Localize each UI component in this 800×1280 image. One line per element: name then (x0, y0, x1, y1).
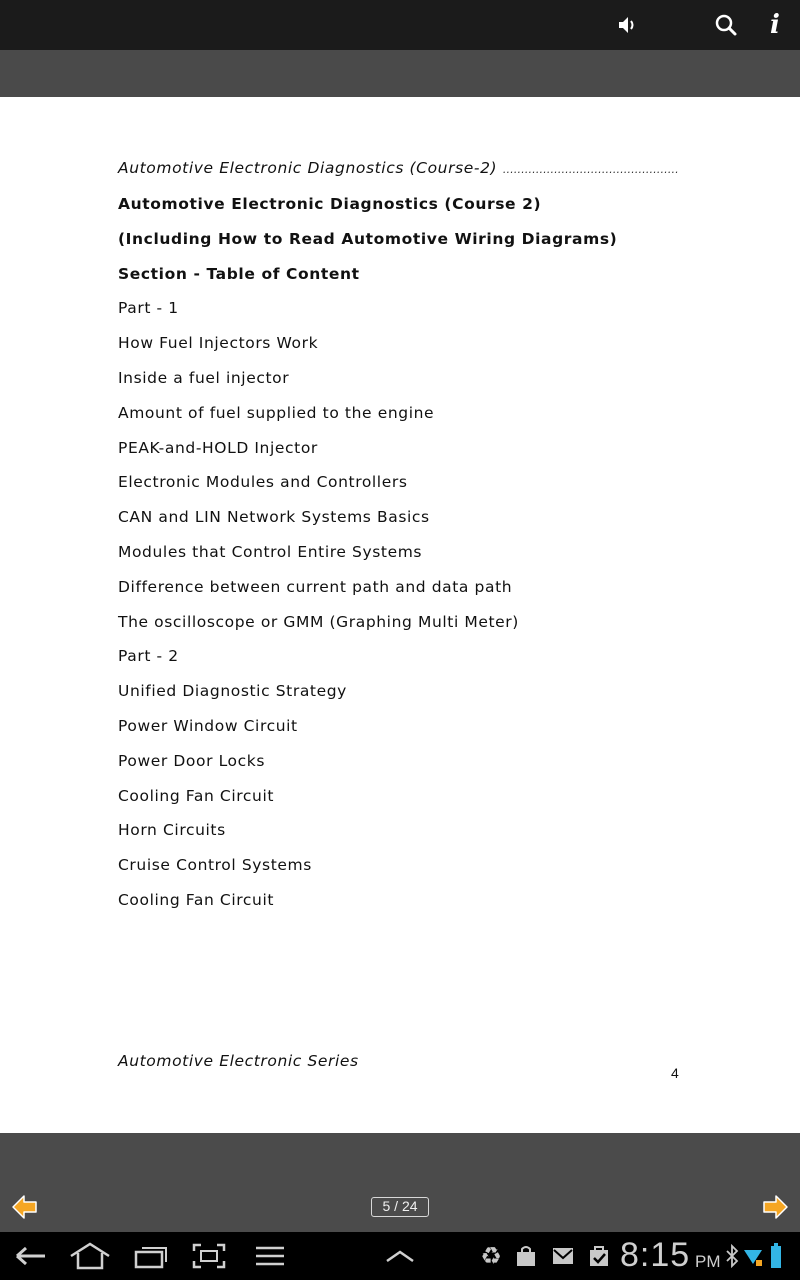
system-navigation-bar (0, 1232, 800, 1280)
task-status[interactable] (585, 1242, 613, 1270)
status-clock[interactable]: 8:15 (620, 1236, 691, 1274)
page-footer-series: Automotive Electronic Series (118, 1052, 359, 1070)
toc-item: Cooling Fan Circuit (118, 891, 275, 909)
arrow-left-icon (10, 1192, 40, 1222)
shopping-status[interactable] (512, 1242, 540, 1270)
toc-item: Modules that Control Entire Systems (118, 543, 423, 561)
search-icon (714, 13, 738, 37)
recycle-status[interactable] (477, 1242, 505, 1270)
toc-item: (Including How to Read Automotive Wiring Diagrams) (118, 229, 618, 248)
home-button[interactable] (66, 1238, 114, 1274)
toc-item: How Fuel Injectors Work (118, 334, 319, 353)
page-header-leader-dots: ………………………………………… (502, 163, 679, 176)
page-header (118, 159, 679, 177)
bluetooth-status (724, 1242, 740, 1270)
page-number: 4 (671, 1065, 679, 1081)
menu-button[interactable] (250, 1238, 290, 1274)
wifi-status (742, 1242, 764, 1270)
page-header-title: Automotive Electronic Diagnostics (Course-2) (118, 159, 498, 177)
next-page-button[interactable] (760, 1192, 790, 1222)
recent-apps-button[interactable] (130, 1238, 172, 1274)
toc-item: Inside a fuel injector (118, 369, 290, 387)
reader-bottom-bar (0, 1133, 800, 1232)
info-button[interactable] (757, 7, 793, 43)
reader-sub-toolbar (0, 50, 800, 97)
home-icon (68, 1242, 112, 1270)
wifi-icon (743, 1244, 763, 1268)
toc-item: PEAK-and-HOLD Injector (118, 438, 318, 457)
battery-status (768, 1242, 784, 1270)
search-button[interactable] (708, 7, 744, 43)
bluetooth-icon (725, 1244, 739, 1268)
previous-page-button[interactable] (10, 1192, 40, 1222)
gmail-status[interactable] (549, 1242, 577, 1270)
screenshot-button[interactable] (188, 1238, 230, 1274)
task-check-icon (587, 1244, 611, 1268)
toc-item: Section - Table of Content (118, 264, 360, 283)
page-indicator[interactable]: 5 / 24 (371, 1197, 429, 1217)
toc-item: CAN and LIN Network Systems Basics (118, 508, 430, 527)
toc-item: Part - 1 (118, 299, 179, 318)
gmail-icon (551, 1246, 575, 1266)
screenshot-icon (191, 1242, 227, 1270)
recycle-icon: ♻ (480, 1242, 502, 1270)
toc-item: Cruise Control Systems (118, 856, 312, 875)
info-icon: i (770, 10, 780, 40)
toc-item: Difference between current path and data path (118, 577, 513, 596)
menu-icon (254, 1245, 286, 1267)
toc-item: Power Window Circuit (118, 717, 298, 735)
toc-item: Amount of fuel supplied to the engine (118, 403, 435, 422)
battery-icon (770, 1243, 782, 1269)
back-button[interactable] (10, 1238, 52, 1274)
notification-expand-button[interactable] (380, 1238, 420, 1274)
toc-item: Cooling Fan Circuit (118, 786, 275, 805)
toc-item: Horn Circuits (118, 821, 226, 840)
toc-item: Unified Diagnostic Strategy (118, 682, 347, 701)
toc-item: Automotive Electronic Diagnostics (Course 2) (118, 195, 542, 213)
recent-apps-icon (133, 1243, 169, 1269)
top-action-bar (0, 0, 800, 50)
arrow-right-icon (760, 1192, 790, 1222)
back-icon (13, 1244, 49, 1268)
document-page[interactable] (0, 97, 800, 1133)
toc-item: Part - 2 (118, 647, 179, 666)
speaker-icon (616, 13, 640, 37)
chevron-up-icon (384, 1247, 416, 1265)
toc-item: The oscilloscope or GMM (Graphing Multi Meter) (118, 612, 519, 631)
shopping-bag-icon (514, 1244, 538, 1268)
toc-item: Electronic Modules and Controllers (118, 473, 408, 492)
speaker-button[interactable] (610, 7, 646, 43)
toc-item: Power Door Locks (118, 751, 266, 770)
status-clock-ampm: PM (695, 1252, 721, 1271)
